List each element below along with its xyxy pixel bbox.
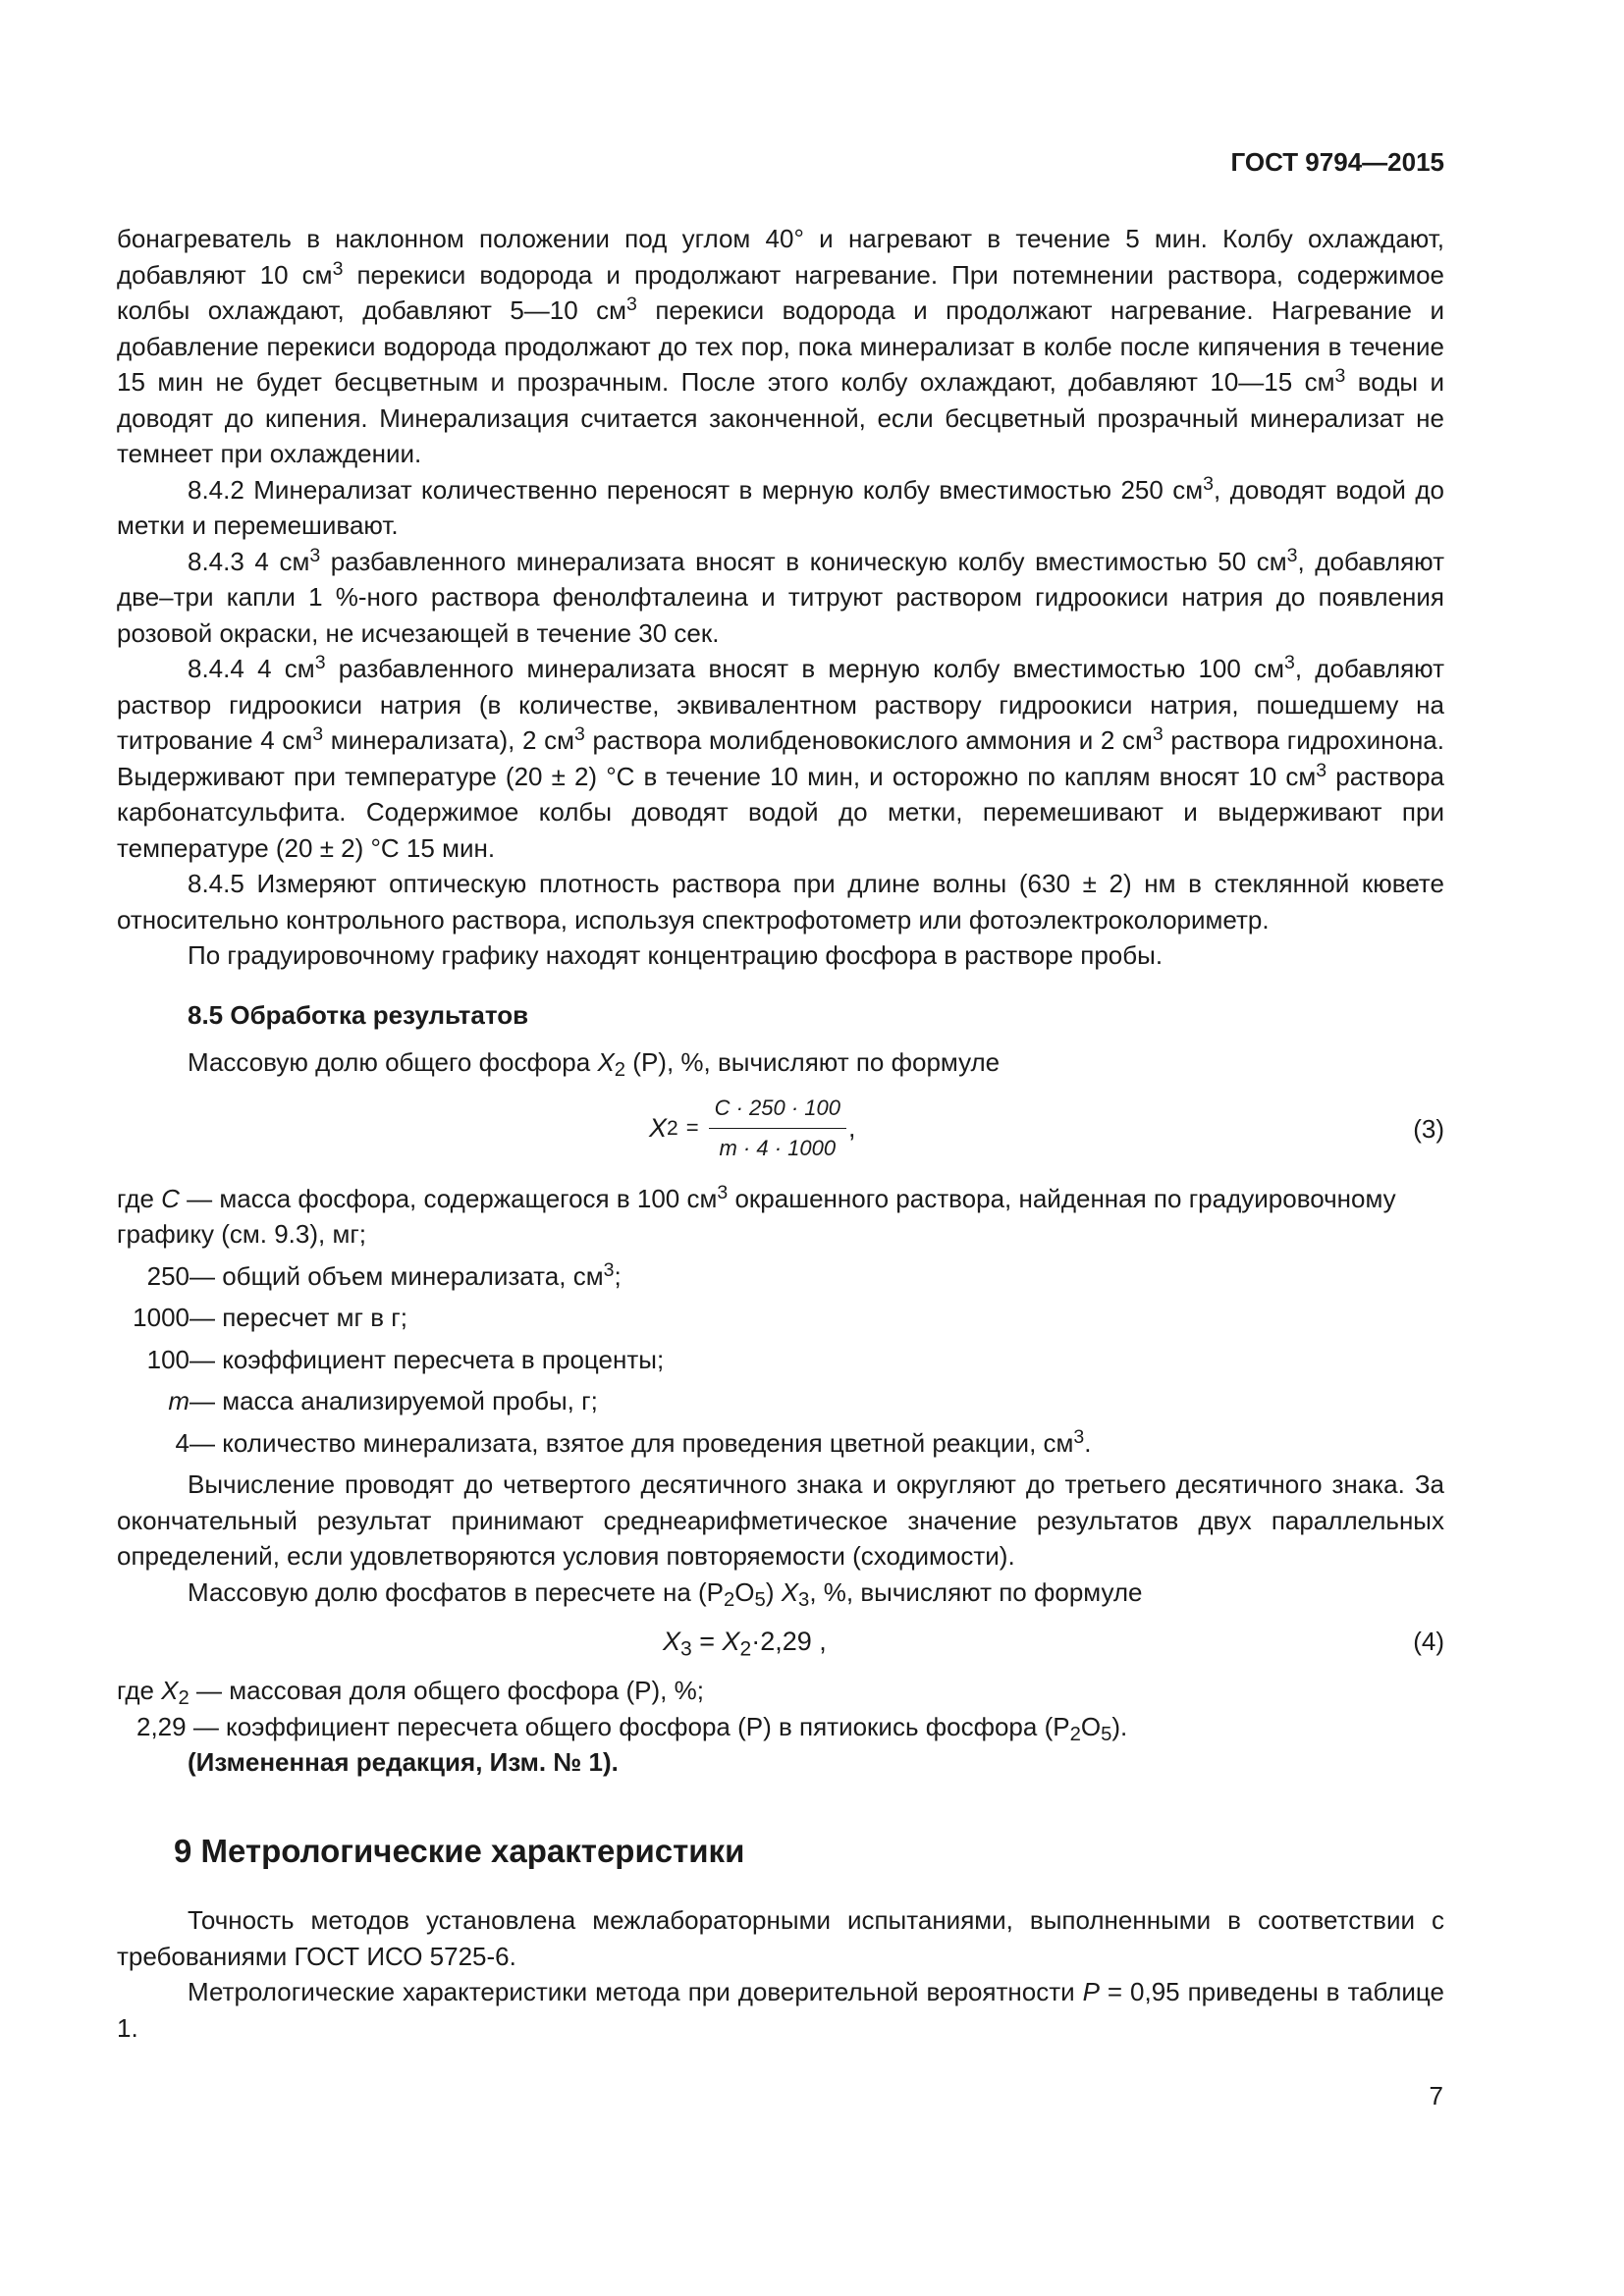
paragraph-rounding: Вычисление проводят до четвертого десятичного знака и округляют до третьего десятичного знака. За окончательный результат принимают среднеарифметическое значение результатов двух параллельных определений, если удовлетворяются условия повторяемости (сходимости). <box>117 1469 1444 1571</box>
where-text <box>189 1258 1444 1295</box>
formula-number: (4) <box>1413 1627 1444 1656</box>
where-text <box>189 1383 1444 1419</box>
text: воды и доводят до кипения. Минерализация считается законченной, если бесцветный прозрачный минерализат не темнеет при охлаждении. <box>117 367 1444 468</box>
equals-sign: = <box>685 1115 699 1141</box>
paragraph-accuracy: Точность методов установлена межлабораторными испытаниями, выполненными в соответствии с требованиями ГОСТ ИСО 5725-6. <box>117 1905 1444 1971</box>
variable: P <box>1082 1977 1100 2006</box>
formula-rest: ·2,29 , <box>751 1627 827 1656</box>
paragraph-8-4-5: 8.4.5 Измеряют оптическую плотность раствора при длине волны (630 ± 2) нм в стеклянной кювете относительно контрольного раствора, используя спектрофотометр или фотоэлектроколориметр. <box>117 869 1444 934</box>
text: — количество минерализата, взятое для проведения цветной реакции, см <box>189 1427 1074 1458</box>
amendment-note: (Измененная редакция, Изм. № 1). <box>188 1747 619 1777</box>
text: , добавляют раствор гидроокиси натрия (в количестве, эквивалентном раствору гидроокиси натрия, пошедшему на титрование 4 см <box>117 654 1444 755</box>
superscript: 3 <box>603 1258 615 1281</box>
document-id: ГОСТ 9794—2015 <box>1230 147 1444 177</box>
text: ) <box>765 1576 782 1607</box>
paragraph-calibration: По градуировочному графику находят концентрацию фосфора в растворе пробы. <box>188 940 1164 970</box>
subscript: 2 <box>178 1687 189 1710</box>
superscript: 3 <box>314 652 326 674</box>
equals-sign: = <box>691 1627 723 1656</box>
text: раствора молибденовокислого аммония и 2 см <box>584 725 1153 755</box>
text: 8.4.2 Минерализат количественно переносят в мерную колбу вместимостью 250 см <box>188 474 1204 505</box>
text: , %, вычисляют по формуле <box>809 1576 1143 1607</box>
text: Массовую долю фосфатов в пересчете на (Р <box>188 1576 725 1607</box>
superscript: 3 <box>309 544 321 566</box>
subscript: 5 <box>754 1588 766 1611</box>
paragraph-8-4-2 <box>117 472 1444 544</box>
paragraph-metrology <box>117 1974 1444 2046</box>
section-heading-8-5: 8.5 Обработка результатов <box>188 999 529 1030</box>
where-key: 100 <box>146 1344 189 1374</box>
superscript: 3 <box>332 257 344 280</box>
formula-variable: X <box>649 1113 668 1144</box>
text: раствора карбонатсульфита. Содержимое колбы доводят водой до метки, перемешивают и выдерживают при температуре (20 ± 2) °С 15 мин. <box>117 761 1444 863</box>
text: — коэффициент пересчета общего фосфора (Р) в пятиокись фосфора (Р <box>186 1711 1070 1741</box>
where-item-m <box>117 1383 1444 1419</box>
text: . <box>1084 1427 1092 1458</box>
section-heading-9: 9 Метрологические характеристики <box>174 1832 745 1869</box>
variable: C <box>161 1183 180 1213</box>
where-key: 2,29 <box>136 1711 187 1741</box>
text: где <box>117 1676 162 1705</box>
text: — массовая доля общего фосфора (Р), %; <box>189 1676 704 1705</box>
formula-3 <box>117 1087 1444 1171</box>
text: — пересчет мг в г; <box>189 1303 407 1332</box>
text: O <box>734 1576 755 1607</box>
formula-comma: , <box>848 1113 856 1144</box>
paragraph-phosphorus-formula-intro <box>117 1044 1444 1081</box>
subscript: 3 <box>798 1588 810 1611</box>
where-item-c <box>117 1181 1444 1253</box>
text: перекиси водорода и продолжают нагревание. При потемнении раствора, содержимое колбы охлаждают, добавляют 5—10 см <box>117 259 1444 325</box>
superscript: 3 <box>1334 365 1346 388</box>
variable: X <box>781 1576 799 1607</box>
where-item-4 <box>117 1425 1444 1462</box>
paragraph-8-4-3 <box>117 544 1444 652</box>
text: , доводят водой до метки и перемешивают. <box>117 474 1444 540</box>
formula-number: (3) <box>1413 1113 1444 1144</box>
where-text <box>189 1300 1444 1336</box>
text: перекиси водорода и продолжают нагревание. Нагревание и добавление перекиси водорода продолжают до тех пор, пока минерализат в колбе после кипячения в течение 15 мин не будет бесцветным и прозрачным. После этого колбу охлаждают, добавляют 10—15 см <box>117 295 1444 397</box>
where-key: m <box>168 1386 189 1415</box>
formula-fraction <box>709 1091 846 1167</box>
where-item-2-29 <box>117 1709 1444 1745</box>
superscript: 3 <box>717 1181 729 1203</box>
subscript: 2 <box>1069 1723 1081 1745</box>
text: = 0,95 приведены в таблице 1. <box>117 1977 1444 2043</box>
text: — коэффициент пересчета в проценты; <box>189 1344 665 1374</box>
superscript: 3 <box>626 294 637 316</box>
superscript: 3 <box>1073 1425 1085 1448</box>
text: разбавленного минерализата вносят в мерную колбу вместимостью 100 см <box>325 654 1284 683</box>
where-key: 1000 <box>133 1303 189 1332</box>
formula-3-body: X 2 = $\frac{C \cdot 250 \cdot 100}{m \cdot 4 \cdot 1000}$ , <box>649 1087 856 1171</box>
text: минерализата), 2 см <box>323 725 575 755</box>
text: окрашенного раствора, найденная по градуировочному графику (см. 9.3), мг; <box>117 1183 1396 1249</box>
formula-subscript: 3 <box>680 1637 692 1661</box>
formula-variable: X <box>722 1627 740 1656</box>
text: ). <box>1111 1711 1128 1741</box>
text: Метрологические характеристики метода при доверительной вероятности <box>188 1977 1083 2006</box>
where-key: 4 <box>175 1427 189 1458</box>
formula-variable: X <box>663 1627 681 1656</box>
paragraph-phosphate-formula-intro <box>117 1575 1444 1611</box>
text: бонагреватель в наклонном положении под углом 40° и нагревают в течение 5 мин. Колбу охлаждают, добавляют 10 см <box>117 224 1444 290</box>
text: — <box>179 1183 220 1213</box>
text: разбавленного минерализата вносят в коническую колбу вместимостью 50 см <box>320 546 1287 576</box>
text: где <box>117 1183 162 1213</box>
where-text <box>117 1181 1444 1253</box>
document-body <box>117 221 1444 2046</box>
where-item-250 <box>117 1258 1444 1295</box>
formula-4 <box>117 1614 1444 1669</box>
superscript: 3 <box>1316 759 1327 781</box>
text: (Р), %, вычисляют по формуле <box>625 1047 1001 1077</box>
text: , добавляют две–три капли 1 %-ного раствора фенолфталеина и титруют раствором гидроокиси натрия до появления розовой окраски, не исчезающей в течение 30 сек. <box>117 546 1444 648</box>
subscript: 5 <box>1101 1723 1112 1745</box>
subscript: 2 <box>614 1059 626 1082</box>
text: раствора гидрохинона. Выдерживают при температуре (20 ± 2) °С в течение 10 мин, и осторожно по каплям вносят 10 см <box>117 725 1444 791</box>
text: ; <box>614 1260 622 1291</box>
formula-subscript: 2 <box>739 1637 752 1661</box>
text: 8.4.3 4 см <box>188 546 310 576</box>
text: O <box>1080 1711 1102 1741</box>
fraction-numerator: C · 250 · 100 <box>709 1091 846 1130</box>
superscript: 3 <box>1283 652 1295 674</box>
text: 8.4.4 4 см <box>188 654 315 683</box>
paragraph-8-4-4 <box>117 651 1444 866</box>
where-text <box>189 1342 1444 1378</box>
where-item-1000 <box>117 1300 1444 1336</box>
fraction-denominator: m · 4 · 1000 <box>719 1136 837 1160</box>
where-item-100 <box>117 1342 1444 1378</box>
where-text <box>189 1425 1444 1462</box>
superscript: 3 <box>1203 472 1215 495</box>
superscript: 3 <box>1286 544 1298 566</box>
page-number: 7 <box>1429 2081 1443 2110</box>
formula-4-body <box>663 1624 827 1660</box>
where-item-x2 <box>117 1673 1444 1709</box>
text: — масса анализируемой пробы, г; <box>189 1386 598 1415</box>
paragraph-mineralization <box>117 221 1444 472</box>
text: масса фосфора, содержащегося в 100 см <box>219 1183 718 1213</box>
superscript: 3 <box>1152 723 1164 746</box>
variable: X <box>597 1047 615 1077</box>
subscript: 2 <box>724 1588 735 1611</box>
superscript: 3 <box>312 723 324 746</box>
text: Массовую долю общего фосфора <box>188 1047 598 1077</box>
text: — общий объем минерализата, см <box>189 1260 604 1291</box>
where-key: 250 <box>146 1260 189 1291</box>
variable: X <box>161 1676 179 1705</box>
superscript: 3 <box>574 723 585 746</box>
